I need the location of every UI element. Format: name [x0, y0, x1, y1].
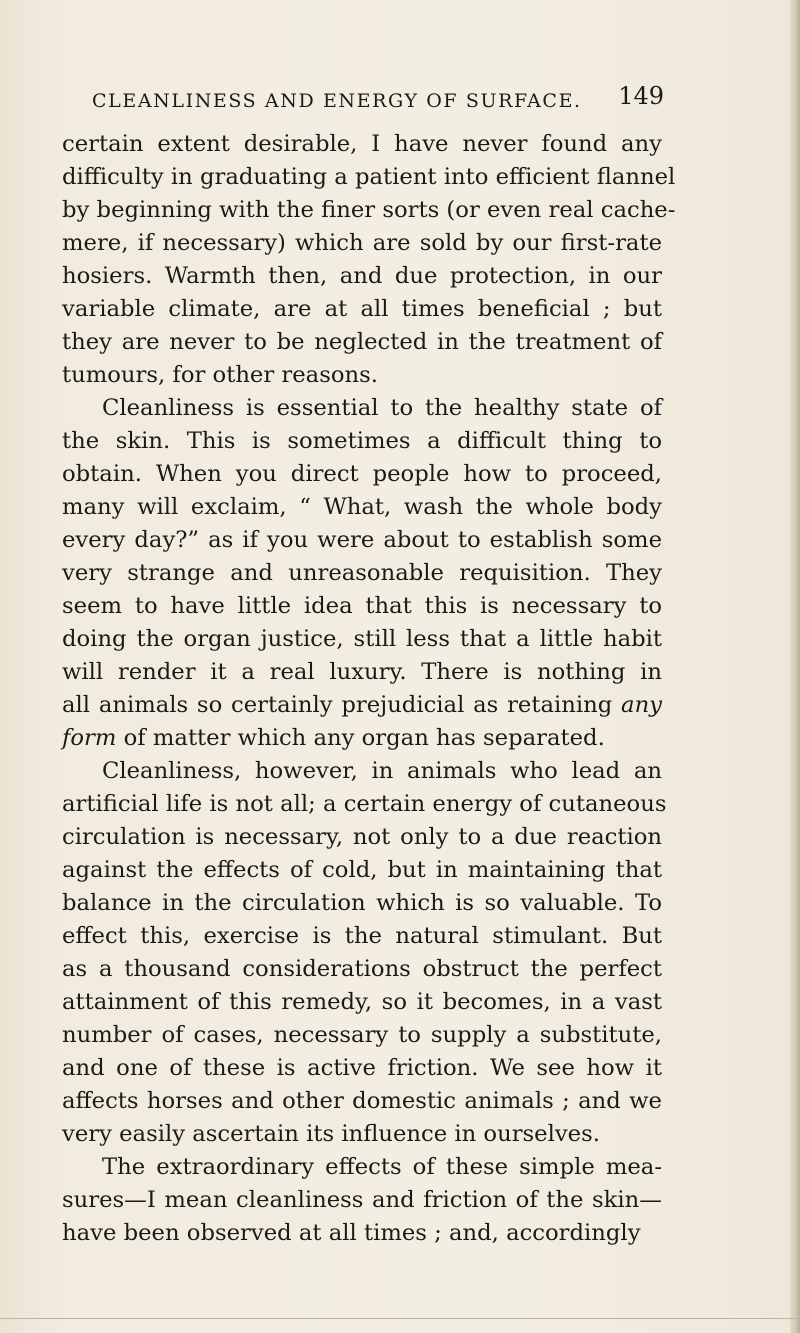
- text-line: [62, 425, 662, 458]
- text-line: [62, 986, 662, 1019]
- text-line: [62, 1184, 662, 1217]
- text-line: [62, 326, 662, 359]
- text-line-content: hosiers. Warmth then, and due protection, in our: [62, 263, 662, 289]
- page-edge: [790, 0, 800, 1333]
- text-line-content: artificial life is not all; a certain energy of cutaneous: [62, 791, 667, 817]
- text-line-content: will render it a real luxury. There is nothing in: [62, 659, 662, 685]
- text-line-content: balance in the circulation which is so valuable. To: [62, 890, 662, 916]
- text-line: [62, 1217, 662, 1250]
- text-line: [62, 722, 662, 755]
- text-line: [62, 755, 662, 788]
- text-line-content: against the effects of cold, but in maintaining that: [62, 857, 662, 883]
- text-line-content: obtain. When you direct people how to proceed,: [62, 461, 662, 487]
- text-line: [62, 392, 662, 425]
- text-line-content: Cleanliness is essential to the healthy state of: [102, 395, 662, 421]
- text-line: [62, 524, 662, 557]
- text-line: [62, 1052, 662, 1085]
- text-line: [62, 128, 662, 161]
- text-line: [62, 887, 662, 920]
- text-line-content: effect this, exercise is the natural stimulant. But: [62, 923, 662, 949]
- text-line: [62, 359, 662, 392]
- text-line-content: tumours, for other reasons.: [62, 362, 378, 388]
- text-line-content: attainment of this remedy, so it becomes, in a vast: [62, 989, 662, 1015]
- page-bottom-edge: [0, 1318, 800, 1319]
- text-line-content: every day?” as if you were about to establish some: [62, 527, 662, 553]
- text-line-content: of matter which any organ has separated.: [116, 725, 605, 751]
- text-line: [62, 689, 662, 722]
- text-line-content: all animals so certainly prejudicial as retaining: [62, 692, 613, 718]
- text-line-content: affects horses and other domestic animals ; and we: [62, 1088, 662, 1114]
- text-line: [62, 1118, 662, 1151]
- text-line-content: have been observed at all times ; and, accordingly: [62, 1220, 641, 1246]
- text-line: [62, 557, 662, 590]
- text-line: [62, 1151, 662, 1184]
- text-line: [62, 1085, 662, 1118]
- text-line: [62, 194, 676, 227]
- running-head: [92, 82, 664, 122]
- text-line: [62, 788, 667, 821]
- text-line: [62, 821, 662, 854]
- text-line: [62, 1019, 662, 1052]
- text-line-content: doing the organ justice, still less that a little habit: [62, 626, 662, 652]
- text-line: [62, 458, 662, 491]
- text-line-content: they are never to be neglected in the treatment of: [62, 329, 662, 355]
- text-line-content: by beginning with the finer sorts (or even real cache-: [62, 197, 676, 223]
- text-line: [62, 260, 662, 293]
- text-line: [62, 854, 662, 887]
- text-line: [62, 590, 662, 623]
- text-line-content: certain extent desirable, I have never found any: [62, 131, 662, 157]
- text-line: [62, 623, 662, 656]
- text-line-content: seem to have little idea that this is necessary to: [62, 593, 662, 619]
- body-text: [62, 128, 676, 1250]
- text-line-content: The extraordinary effects of these simple mea-: [102, 1154, 662, 1180]
- text-line-content: variable climate, are at all times beneficial ; but: [62, 296, 662, 322]
- text-line: [62, 953, 662, 986]
- text-line: [62, 491, 662, 524]
- text-line-content: very easily ascertain its influence in ourselves.: [62, 1121, 600, 1147]
- text-line-content: number of cases, necessary to supply a substitute,: [62, 1022, 662, 1048]
- text-line-content: mere, if necessary) which are sold by our first-rate: [62, 230, 662, 256]
- text-line-content: as a thousand considerations obstruct the perfect: [62, 956, 662, 982]
- text-line-content: circulation is necessary, not only to a due reaction: [62, 824, 662, 850]
- text-line: [62, 227, 662, 260]
- text-line-content: many will exclaim, “ What, wash the whole body: [62, 494, 662, 520]
- text-line-content: and one of these is active friction. We see how it: [62, 1055, 662, 1081]
- text-line-content: the skin. This is sometimes a difficult thing to: [62, 428, 662, 454]
- text-line: [62, 161, 676, 194]
- text-line-content: difficulty in graduating a patient into efficient flannel: [62, 164, 676, 190]
- text-line-content: sures—I mean cleanliness and friction of the skin—: [62, 1187, 662, 1213]
- page-number: 149: [618, 82, 664, 110]
- text-line-content: very strange and unreasonable requisition. They: [62, 560, 662, 586]
- text-line: [62, 656, 662, 689]
- italic-word: form: [62, 725, 117, 751]
- text-line: [62, 920, 662, 953]
- italic-word: any: [621, 692, 663, 718]
- text-line-content: Cleanliness, however, in animals who lead an: [102, 758, 662, 784]
- text-line: [62, 293, 662, 326]
- running-title: CLEANLINESS AND ENERGY OF SURFACE.: [92, 90, 582, 112]
